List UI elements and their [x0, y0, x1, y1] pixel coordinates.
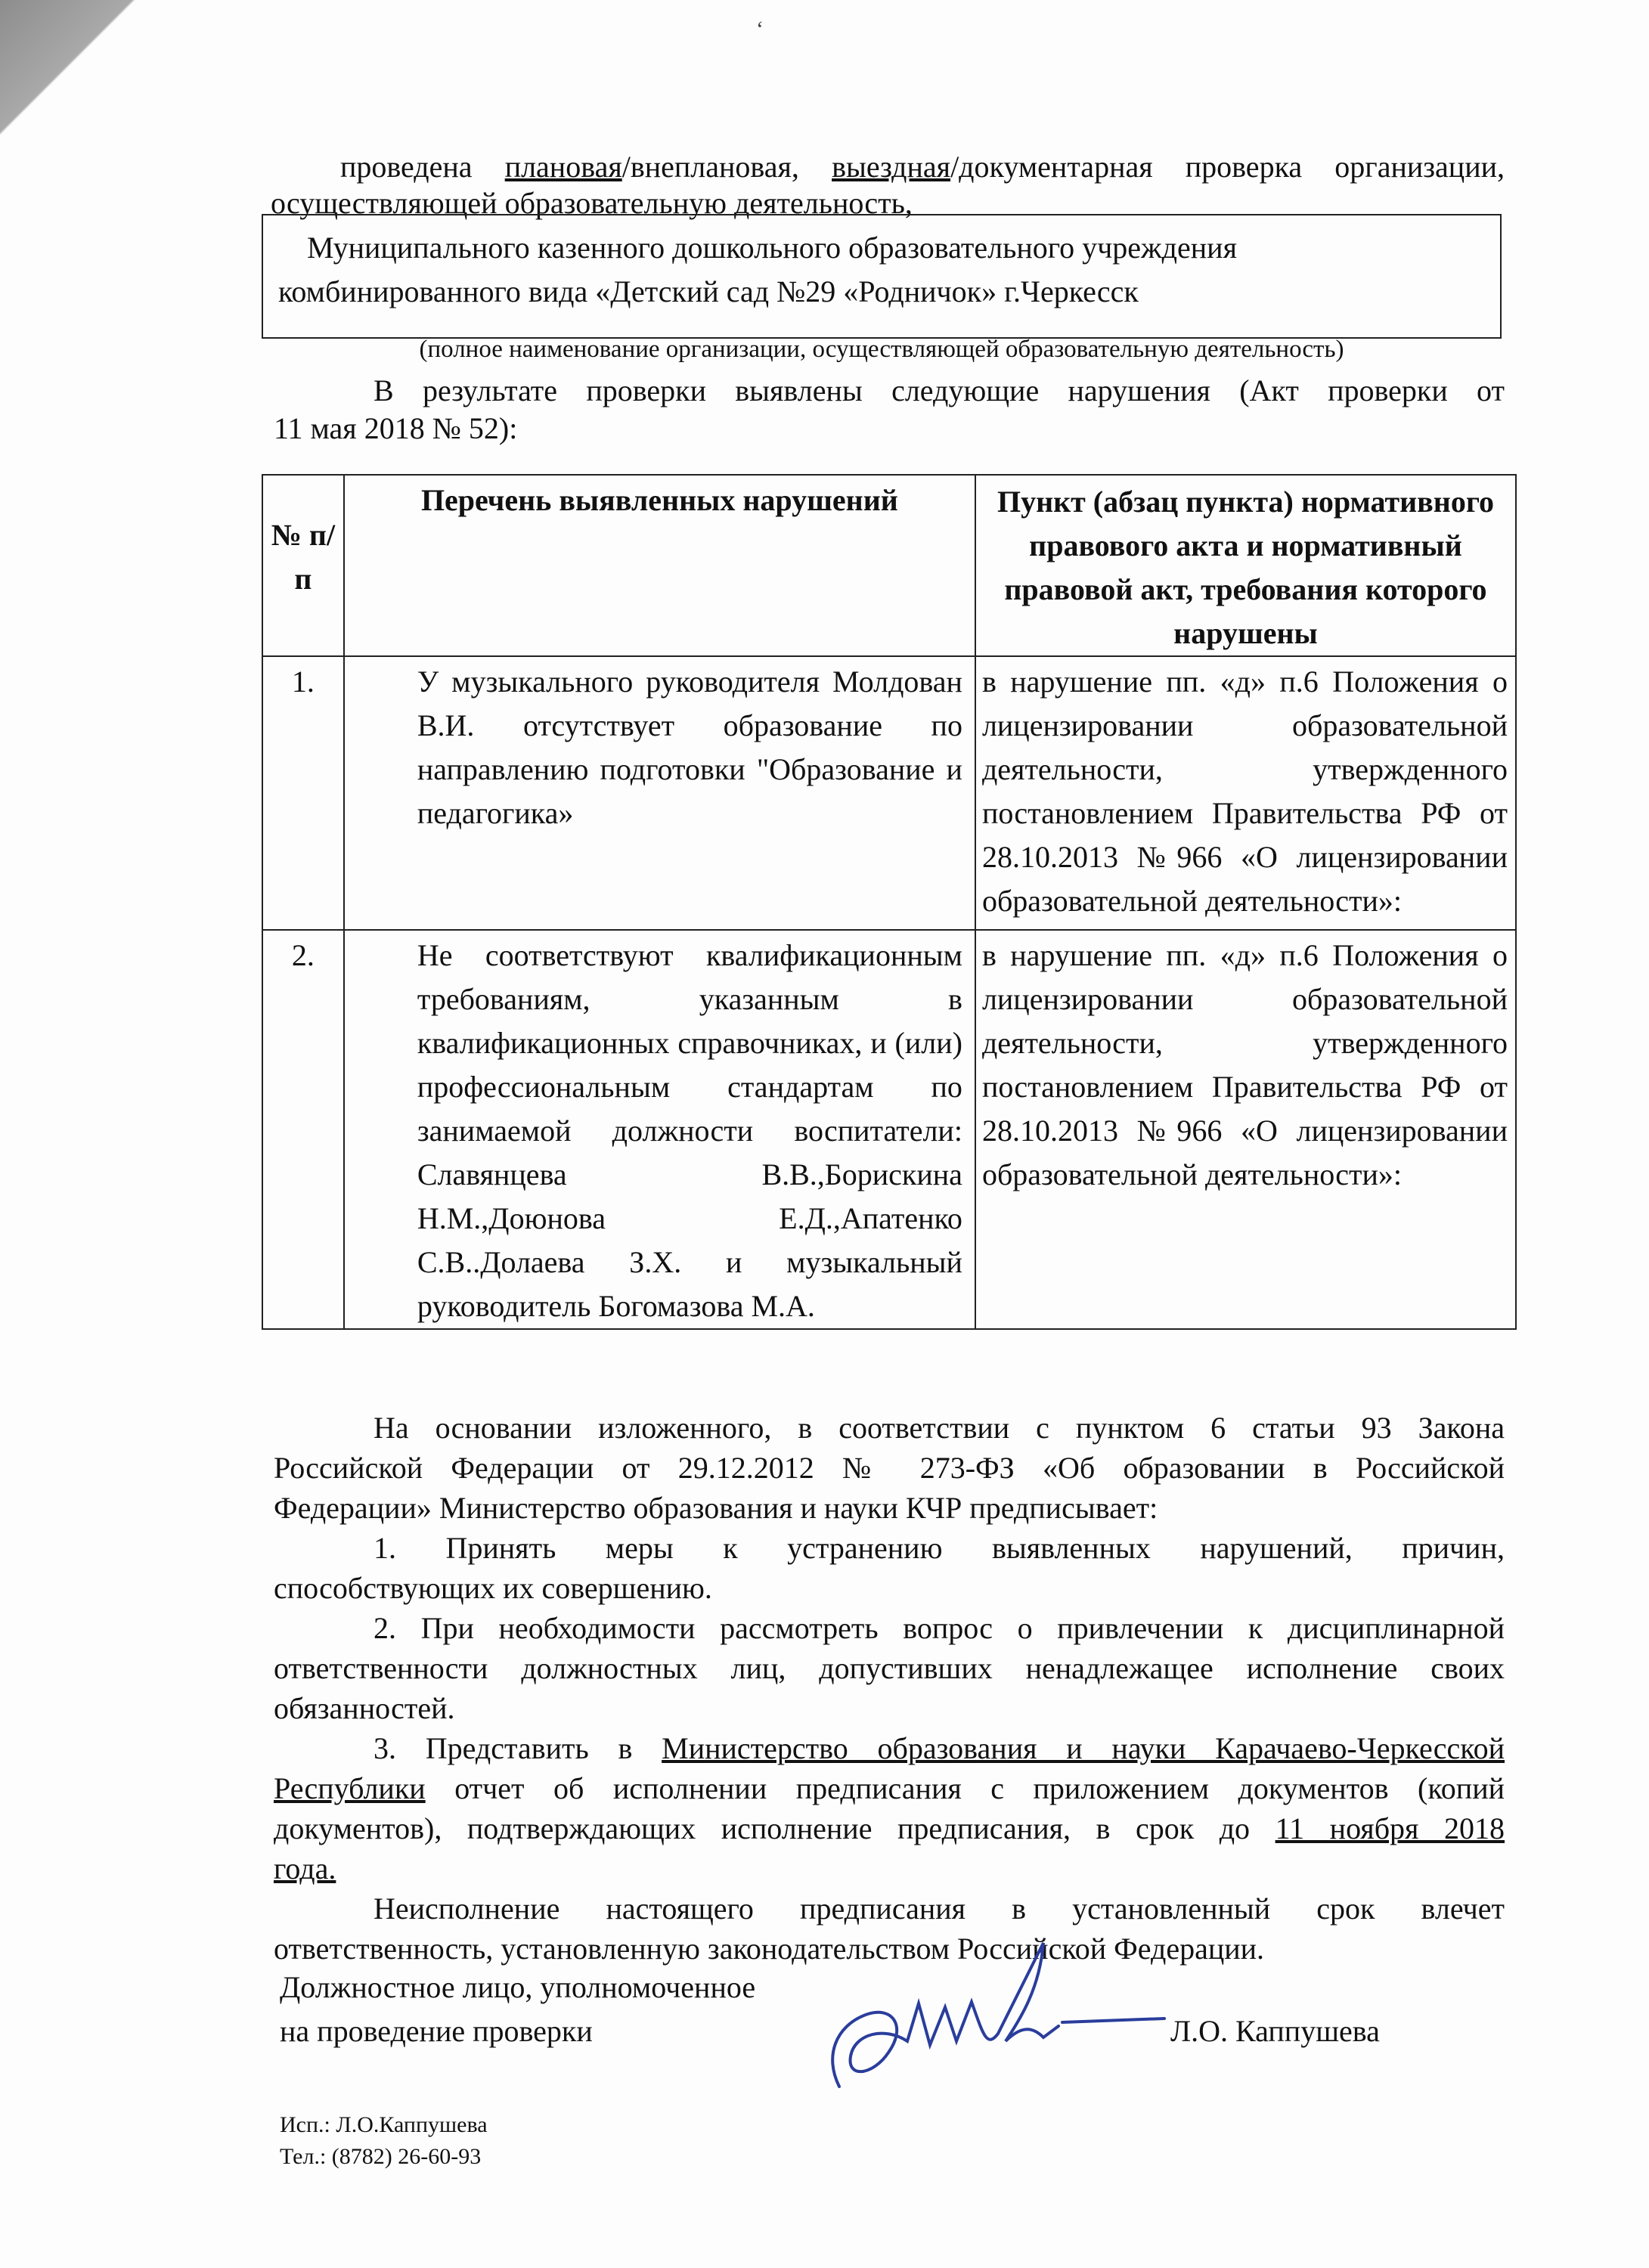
item-3-line-4 [274, 1847, 336, 1891]
organization-line-1: Муниципального казенного дошкольного образовательного учреждения [307, 231, 1237, 265]
executor: Исп.: Л.О.Каппушева [280, 2112, 488, 2137]
row-number: 2. [262, 930, 344, 1329]
header-violations: Перечень выявленных нарушений [344, 475, 975, 656]
phone: Тел.: (8782) 26-60-93 [280, 2144, 482, 2169]
deadline-underlined: 11 ноября 2018 [1275, 1811, 1505, 1845]
organization-caption: (полное наименование организации, осуществляющей образовательную деятельность) [419, 336, 1344, 363]
organization-line-2: комбинированного вида «Детский сад №29 «Родничок» г.Черкесск [278, 274, 1139, 308]
signatory-title: Должностное лицо, уполномоченное на проведение проверки [280, 1970, 756, 2048]
row-number: 1. [262, 656, 344, 930]
table-row [262, 930, 1516, 1329]
item-3-line-1: 3. Представить в Министерство образования и науки Карачаево-Черкесской [374, 1731, 1505, 1765]
planned-underlined: плановая [504, 150, 622, 184]
folded-corner [0, 0, 174, 174]
deadline-year-underlined: года. [274, 1851, 336, 1885]
item-2-line-1: 2. При необходимости рассмотреть вопрос о привлечении к дисциплинарной [374, 1611, 1505, 1645]
violations-table [262, 474, 1517, 1330]
violation-text: Не соответствуют квалификационным требованиям, указанным в квалификационных справочниках, и (или) профессиональным стандартам по занимаемой должности воспитатели: Славянцева В.В.,Борискина Н.М.,Доюнова Е.Д.,Апатенко С.В..Долаева З.Х. и музыкальный руководитель Богомазова М.А. [344, 930, 975, 1329]
signature-underline [1062, 2019, 1164, 2022]
handwritten-signature [794, 1913, 1172, 2109]
intro-line-2: осуществляющей образовательную деятельность, [271, 186, 913, 220]
item-1-line-1: 1. Принять меры к устранению выявленных нарушений, причин, [374, 1531, 1505, 1565]
header-law: Пункт (абзац пункта) нормативного правового акта и нормативный правовой акт, требования которого нарушены [975, 475, 1516, 656]
basis-line-3: Федерации» Министерство образования и науки КЧР предписывает: [274, 1491, 1158, 1525]
result-line-1: В результате проверки выявлены следующие нарушения (Акт проверки от [374, 373, 1505, 407]
onsite-underlined: выездная [832, 150, 951, 184]
signatory-name: Л.О. Каппушева [1170, 2014, 1380, 2048]
violation-text: У музыкального руководителя Молдован В.И. отсутствует образование по направлению подготовки "Образование и педагогика» [344, 656, 975, 930]
warning-line-2: ответственность, установленную законодательством Российской Федерации. [274, 1932, 1265, 1966]
result-line-2: 11 мая 2018 № 52): [274, 411, 518, 445]
item-2-line-2: ответственности должностных лиц, допустивших ненадлежащее исполнение своих [274, 1651, 1505, 1685]
law-reference: в нарушение пп. «д» п.6 Положения о лицензировании образовательной деятельности, утвержденного постановлением Правительства РФ от 28.10.2013 №966 «О лицензировании образовательной деятельности»: [975, 656, 1516, 930]
header-num: № п/п [262, 475, 344, 656]
warning-line-1: Неисполнение настоящего предписания в установленный срок влечет [374, 1892, 1505, 1926]
basis-line-1: На основании изложенного, в соответствии с пунктом 6 статьи 93 Закона [374, 1411, 1505, 1445]
ministry-underlined: Министерство образования и науки Карачаево-Черкесской [662, 1731, 1505, 1765]
footer [280, 2109, 488, 2173]
signature-stroke [832, 1943, 1059, 2087]
republic-underlined: Республики [274, 1771, 426, 1805]
table-header-row [262, 475, 1516, 656]
item-3-line-2: Республики отчет об исполнении предписания с приложением документов (копий [274, 1771, 1505, 1805]
item-2-line-3: обязанностей. [274, 1691, 455, 1725]
item-3-line-3: документов), подтверждающих исполнение предписания, в срок до 11 ноября 2018 [274, 1811, 1505, 1845]
page-mark: ‘ [756, 17, 764, 42]
table-row [262, 656, 1516, 930]
basis-line-2: Российской Федерации от 29.12.2012 № 273-ФЗ «Об образовании в Российской [274, 1451, 1505, 1485]
law-reference: в нарушение пп. «д» п.6 Положения о лицензировании образовательной деятельности, утвержденного постановлением Правительства РФ от 28.10.2013 №966 «О лицензировании образовательной деятельности»: [975, 930, 1516, 1329]
organization-name-box [262, 214, 1502, 339]
item-1-line-2: способствующих их совершению. [274, 1571, 712, 1605]
intro-line-1: проведена плановая/внеплановая, выездная/документарная проверка организации, [340, 150, 1505, 184]
